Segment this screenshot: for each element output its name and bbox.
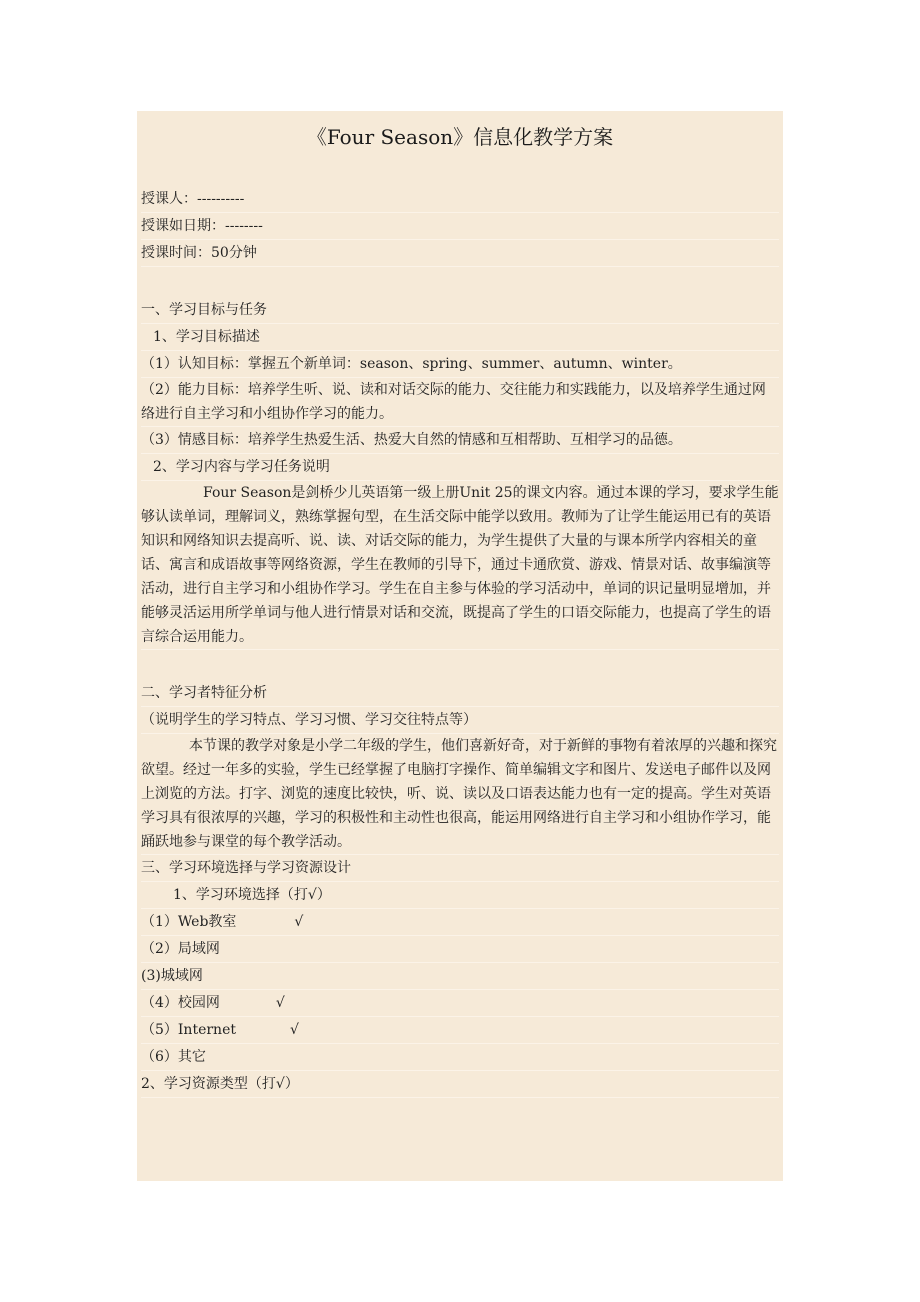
- spacer: [141, 650, 779, 680]
- date-line: 授课如日期：--------: [141, 213, 779, 240]
- option-internet: [141, 1017, 779, 1044]
- goal-ability: （2）能力目标：培养学生听、说、读和对话交际的能力、交往能力和实践能力，以及培养学生通过网络进行自主学习和小组协作学习的能力。: [141, 378, 779, 427]
- check-mark: √: [290, 1022, 299, 1038]
- section2-content: 本节课的教学对象是小学二年级的学生，他们喜新好奇，对于新鲜的事物有着浓厚的兴趣和探究欲望。经过一年多的实验，学生已经掌握了电脑打字操作、简单编辑文字和图片、发送电子邮件以及网上浏览的方法。打字、浏览的速度比较快，听、说、读以及口语表达能力也有一定的提高。学生对英语学习具有很浓厚的兴趣，学习的积极性和主动性也很高，能运用网络进行自主学习和小组协作学习，能踊跃地参与课堂的每个教学活动。: [141, 734, 779, 855]
- goal-emotion: （3）情感目标：培养学生热爱生活、热爱大自然的情感和互相帮助、互相学习的品德。: [141, 427, 779, 454]
- section2-note: （说明学生的学习特点、学习习惯、学习交往特点等）: [141, 707, 779, 734]
- option-label: (3)城域网: [141, 968, 203, 984]
- check-mark: √: [275, 995, 285, 1011]
- option-lan: [141, 936, 779, 963]
- section1-sub2: 2、学习内容与学习任务说明: [141, 454, 779, 481]
- option-label: （6）其它: [141, 1049, 206, 1065]
- section3-heading: 三、学习环境选择与学习资源设计: [141, 855, 779, 882]
- option-label: （1）Web教室: [141, 914, 237, 930]
- spacer: [141, 267, 779, 297]
- section1-heading: 一、学习目标与任务: [141, 297, 779, 324]
- section2-heading: 二、学习者特征分析: [141, 680, 779, 707]
- document-page: [137, 111, 783, 1181]
- section1-sub1: 1、学习目标描述: [141, 324, 779, 351]
- option-other: [141, 1044, 779, 1071]
- duration-line: 授课时间：50分钟: [141, 240, 779, 267]
- option-web-classroom: [141, 909, 779, 936]
- page-title: 《Four Season》信息化教学方案: [306, 125, 614, 149]
- section1-content: Four Season是剑桥少儿英语第一级上册Unit 25的课文内容。通过本课的学习，要求学生能够认读单词，理解词义，熟练掌握句型，在生活交际中能学以致用。教师为了让学生能运用已有的英语知识和网络知识去提高听、说、读、对话交际的能力，为学生提供了大量的与课本所学内容相关的童话、寓言和成语故事等网络资源，学生在教师的引导下，通过卡通欣赏、游戏、情景对话、故事编演等活动，进行自主学习和小组协作学习。学生在自主参与体验的学习活动中，单词的识记量明显增加，并能够灵活运用所学单词与他人进行情景对话和交流，既提高了学生的口语交际能力，也提高了学生的语言综合运用能力。: [141, 481, 779, 650]
- section3-sub1: 1、学习环境选择（打√）: [141, 882, 779, 909]
- check-mark: √: [294, 914, 304, 930]
- goal-cognitive: （1）认知目标：掌握五个新单词：season、spring、summer、autumn、winter。: [141, 351, 779, 378]
- option-campus-network: [141, 990, 779, 1017]
- teacher-line: 授课人：----------: [141, 186, 779, 213]
- option-label: （5）Internet: [141, 1022, 236, 1038]
- option-man: [141, 963, 779, 990]
- section3-sub2: 2、学习资源类型（打√）: [141, 1071, 779, 1098]
- option-label: （4）校园网: [141, 995, 220, 1011]
- option-label: （2）局域网: [141, 941, 220, 957]
